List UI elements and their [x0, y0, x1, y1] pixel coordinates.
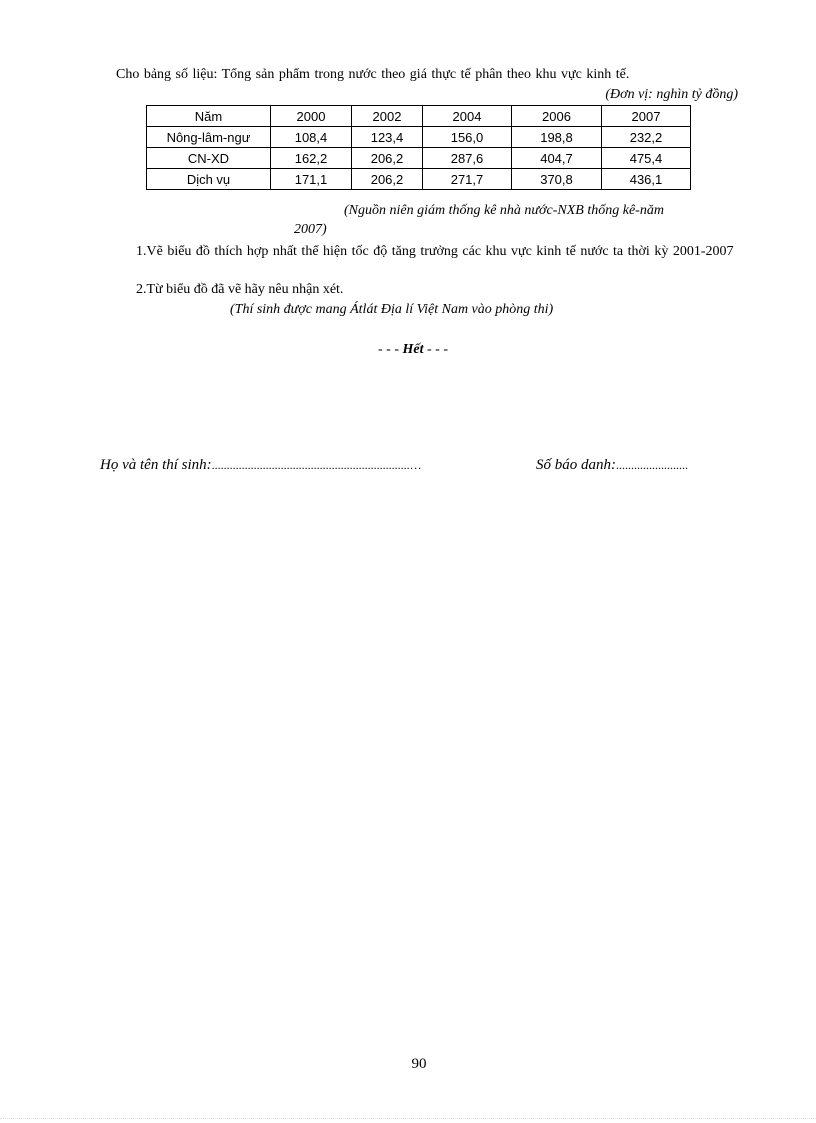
- table-cell: 162,2: [271, 148, 352, 169]
- table-cell: 404,7: [512, 148, 602, 169]
- page-number: 90: [411, 1056, 427, 1072]
- candidate-number-line: [536, 457, 688, 474]
- candidate-number-label: Số báo danh:: [536, 457, 616, 473]
- table-header-cell: 2002: [352, 106, 423, 127]
- table-row: [147, 127, 691, 148]
- unit-note: (Đơn vị: nghìn tỷ đồng): [605, 87, 738, 102]
- table-cell: 232,2: [602, 127, 691, 148]
- table-cell: 198,8: [512, 127, 602, 148]
- table-cell: 475,4: [602, 148, 691, 169]
- candidate-number-dots: ........................: [616, 458, 688, 472]
- table-header-cell: 2006: [512, 106, 602, 127]
- question-2: 2.Từ biểu đồ đã vẽ hãy nêu nhận xét.: [136, 282, 344, 297]
- table-cell: 206,2: [352, 148, 423, 169]
- table-header-cell: 2007: [602, 106, 691, 127]
- source-note-line1: (Nguồn niên giám thống kê nhà nước-NXB thống kê-năm: [344, 203, 664, 218]
- candidate-name-line: [100, 457, 422, 474]
- table-row: [147, 169, 691, 190]
- end-marker: [0, 342, 816, 358]
- table-cell: 287,6: [423, 148, 512, 169]
- table-cell: 436,1: [602, 169, 691, 190]
- table-cell: 171,1: [271, 169, 352, 190]
- end-word: Hết: [402, 342, 424, 357]
- table-cell: 370,8: [512, 169, 602, 190]
- table-cell: 123,4: [352, 127, 423, 148]
- data-table: [146, 105, 691, 190]
- table-header-cell: Năm: [147, 106, 271, 127]
- question-1: 1.Vẽ biểu đồ thích hợp nhất thể hiện tốc độ tăng trưởng các khu vực kinh tế nước ta thời kỳ 2001-2007: [136, 244, 734, 259]
- table-row: [147, 148, 691, 169]
- table-cell: 206,2: [352, 169, 423, 190]
- source-note-line2: 2007): [294, 222, 327, 237]
- table-cell: 271,7: [423, 169, 512, 190]
- table-cell: 108,4: [271, 127, 352, 148]
- table-header-cell: 2004: [423, 106, 512, 127]
- table-cell: 156,0: [423, 127, 512, 148]
- candidate-name-label: Họ và tên thí sinh:: [100, 457, 212, 473]
- end-suffix: - - -: [423, 342, 448, 357]
- intro-text: Cho bảng số liệu: Tổng sản phẩm trong nước theo giá thực tế phân theo khu vực kinh tế.: [116, 67, 630, 82]
- table-header-row: [147, 106, 691, 127]
- end-prefix: - - -: [378, 342, 403, 357]
- table-cell: Dịch vụ: [147, 169, 271, 190]
- candidate-name-dots: ..................................................................…: [211, 458, 422, 472]
- table-header-cell: 2000: [271, 106, 352, 127]
- table-cell: CN-XD: [147, 148, 271, 169]
- exam-note: (Thí sinh được mang Átlát Địa lí Việt Nam vào phòng thi): [230, 302, 554, 317]
- table-cell: Nông-lâm-ngư: [147, 127, 271, 148]
- page-bottom-divider: [0, 1118, 816, 1119]
